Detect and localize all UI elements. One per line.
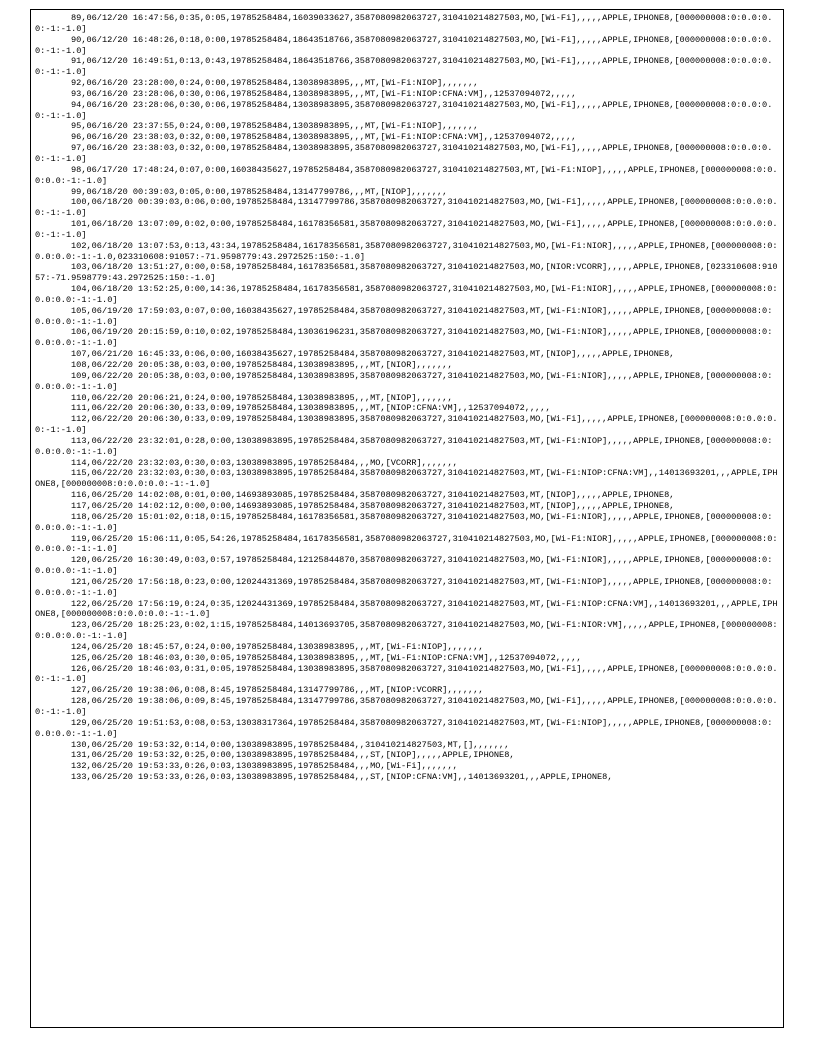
- call-record: 110,06/22/20 20:06:21,0:24,0:00,19785258484,13038983895,,,MT,[NIOP],,,,,,,: [71, 392, 453, 403]
- call-record: 131,06/25/20 19:53:32,0:25,0:00,13038983895,19785258484,,,ST,[NIOP],,,,,APPLE,IPHONE8,: [71, 750, 515, 761]
- call-record: 123,06/25/20 18:25:23,0:02,1:15,19785258484,14013693705,3587080982063727,310410214827503,MO,[Wi-Fi:NIOR:VM],,,,,APPLE,IPHONE8,[000000008:0:0.0:0.0:-1:-1.0]: [35, 620, 778, 642]
- call-record: 121,06/25/20 17:56:18,0:23,0:00,12024431369,19785258484,3587080982063727,310410214827503,MT,[Wi-Fi:NIOP],,,,,APPLE,IPHONE8,[000000008:0:0.0:0.0:-1:-1.0]: [35, 576, 773, 598]
- call-record: 90,06/12/20 16:48:26,0:18,0:00,19785258484,18643518766,3587080982063727,310410214827503,MO,[Wi-Fi],,,,,APPLE,IPHONE8,[000000008:0:0.0:0.0:-1:-1.0]: [35, 34, 773, 56]
- call-record: 119,06/25/20 15:06:11,0:05,54:26,19785258484,16178356581,3587080982063727,310410214827503,MO,[Wi-Fi:NIOR],,,,,APPLE,IPHONE8,[000000008:0:0.0:0.0:-1:-1.0]: [35, 533, 778, 555]
- call-record: 92,06/16/20 23:28:00,0:24,0:00,19785258484,13038983895,,,MT,[Wi-Fi:NIOP],,,,,,,: [71, 78, 479, 89]
- call-record: 98,06/17/20 17:48:24,0:07,0:00,16038435627,19785258484,3587080982063727,310410214827503,MT,[Wi-Fi:NIOP],,,,,APPLE,IPHONE8,[000000008:0:0.0:0.0:-1:-1.0]: [35, 164, 778, 186]
- call-record: 111,06/22/20 20:06:30,0:33,0:09,19785258484,13038983895,,,MT,[NIOP:CFNA:VM],,12537094072,,,,,: [71, 403, 551, 414]
- call-record: 96,06/16/20 23:38:03,0:32,0:00,19785258484,13038983895,,,MT,[Wi-Fi:NIOP:CFNA:VM],,12537094072,,,,,: [71, 132, 577, 143]
- call-record: 103,06/18/20 13:51:27,0:00,0:58,19785258484,16178356581,3587080982063727,310410214827503,MO,[NIOR:VCORR],,,,,APPLE,IPHONE8,[023310608:91057:-71.9598779:43.2972525:150:-1.0]: [35, 262, 778, 284]
- call-record: 113,06/22/20 23:32:01,0:28,0:00,13038983895,19785258484,3587080982063727,310410214827503,MT,[Wi-Fi:NIOP],,,,,APPLE,IPHONE8,[000000008:0:0.0:0.0:-1:-1.0]: [35, 435, 773, 457]
- call-record: 105,06/19/20 17:59:03,0:07,0:00,16038435627,19785258484,3587080982063727,310410214827503,MT,[Wi-Fi:NIOR],,,,,APPLE,IPHONE8,[000000008:0:0.0:0.0:-1:-1.0]: [35, 305, 773, 327]
- call-record: 102,06/18/20 13:07:53,0:13,43:34,19785258484,16178356581,3587080982063727,310410214827503,MO,[Wi-Fi:NIOR],,,,,APPLE,IPHONE8,[000000008:0:0.0:0.0:-1:-1.0,023310608:91057:-71.9598779:43.2972525:150:-1.0]: [35, 240, 778, 262]
- call-record: 107,06/21/20 16:45:33,0:06,0:00,16038435627,19785258484,3587080982063727,310410214827503,MT,[NIOP],,,,,APPLE,IPHONE8,: [71, 349, 675, 360]
- call-record: 95,06/16/20 23:37:55,0:24,0:00,19785258484,13038983895,,,MT,[Wi-Fi:NIOP],,,,,,,: [71, 121, 479, 132]
- call-record: 129,06/25/20 19:51:53,0:08,0:53,13038317364,19785258484,3587080982063727,310410214827503,MT,[Wi-Fi:NIOP],,,,,APPLE,IPHONE8,[000000008:0:0.0:0.0:-1:-1.0]: [35, 717, 773, 739]
- call-record: 125,06/25/20 18:46:03,0:30,0:05,19785258484,13038983895,,,MT,[Wi-Fi:NIOP:CFNA:VM],,12537094072,,,,,: [71, 652, 582, 663]
- call-record: 104,06/18/20 13:52:25,0:00,14:36,19785258484,16178356581,3587080982063727,310410214827503,MO,[Wi-Fi:NIOR],,,,,APPLE,IPHONE8,[000000008:0:0.0:0.0:-1:-1.0]: [35, 284, 778, 305]
- call-record: 89,06/12/20 16:47:56,0:35,0:05,19785258484,16039033627,3587080982063727,310410214827503,MO,[Wi-Fi],,,,,APPLE,IPHONE8,[000000008:0:0.0:0.0:-1:-1.0]: [35, 13, 773, 34]
- call-detail-record-log: [35, 13, 780, 783]
- call-record: 115,06/22/20 23:32:03,0:30,0:03,13038983895,19785258484,3587080982063727,310410214827503,MT,[Wi-Fi:NIOP:CFNA:VM],,14013693201,,,APPLE,IPHONE8,[000000008:0:0.0:0.0:-1:-1.0]: [35, 468, 778, 490]
- call-record: 130,06/25/20 19:53:32,0:14,0:00,13038983895,19785258484,,310410214827503,MT,[],,,,,,,: [71, 739, 510, 750]
- call-record: 101,06/18/20 13:07:09,0:02,0:00,19785258484,16178356581,3587080982063727,310410214827503,MO,[Wi-Fi],,,,,APPLE,IPHONE8,[000000008:0:0.0:0.0:-1:-1.0]: [35, 219, 778, 240]
- call-record: 99,06/18/20 00:39:03,0:05,0:00,19785258484,13147799786,,,MT,[NIOP],,,,,,,: [71, 186, 448, 197]
- call-record: 106,06/19/20 20:15:59,0:10,0:02,19785258484,13036196231,3587080982063727,310410214827503,MO,[Wi-Fi:NIOR],,,,,APPLE,IPHONE8,[000000008:0:0.0:0.0:-1:-1.0]: [35, 327, 773, 349]
- call-record: 122,06/25/20 17:56:19,0:24,0:35,12024431369,19785258484,3587080982063727,310410214827503,MT,[Wi-Fi:NIOP:CFNA:VM],,14013693201,,,APPLE,IPHONE8,[000000008:0:0.0:0.0:-1:-1.0]: [35, 598, 778, 620]
- call-record: 94,06/16/20 23:28:06,0:30,0:06,19785258484,13038983895,3587080982063727,310410214827503,MO,[Wi-Fi],,,,,APPLE,IPHONE8,[000000008:0:0.0:0.0:-1:-1.0]: [35, 99, 773, 121]
- document-page: [30, 9, 784, 1028]
- call-record: 132,06/25/20 19:53:33,0:26,0:03,13038983895,19785258484,,,MO,[Wi-Fi],,,,,,,: [71, 761, 458, 772]
- call-record: 108,06/22/20 20:05:38,0:03,0:00,19785258484,13038983895,,,MT,[NIOR],,,,,,,: [71, 360, 453, 370]
- call-record: 128,06/25/20 19:38:06,0:09,8:45,19785258484,13147799786,3587080982063727,310410214827503,MO,[Wi-Fi],,,,,APPLE,IPHONE8,[000000008:0:0.0:0.0:-1:-1.0]: [35, 696, 778, 717]
- call-record: 117,06/25/20 14:02:12,0:00,0:00,14693893085,19785258484,3587080982063727,310410214827503,MT,[NIOP],,,,,APPLE,IPHONE8,: [71, 500, 675, 511]
- call-record: 116,06/25/20 14:02:08,0:01,0:00,14693893085,19785258484,3587080982063727,310410214827503,MT,[NIOP],,,,,APPLE,IPHONE8,: [71, 490, 675, 501]
- call-record: 133,06/25/20 19:53:33,0:26,0:03,13038983895,19785258484,,,ST,[NIOP:CFNA:VM],,14013693201,,,APPLE,IPHONE8,: [71, 772, 613, 783]
- call-record: 109,06/22/20 20:05:38,0:03,0:00,19785258484,13038983895,3587080982063727,310410214827503,MO,[Wi-Fi:NIOR],,,,,APPLE,IPHONE8,[000000008:0:0.0:0.0:-1:-1.0]: [35, 370, 773, 392]
- call-record: 127,06/25/20 19:38:06,0:08,8:45,19785258484,13147799786,,,MT,[NIOP:VCORR],,,,,,,: [71, 685, 484, 696]
- call-record: 97,06/16/20 23:38:03,0:32,0:00,19785258484,13038983895,3587080982063727,310410214827503,MO,[Wi-Fi],,,,,APPLE,IPHONE8,[000000008:0:0.0:0.0:-1:-1.0]: [35, 143, 773, 164]
- call-record: 93,06/16/20 23:28:06,0:30,0:06,19785258484,13038983895,,,MT,[Wi-Fi:NIOP:CFNA:VM],,12537094072,,,,,: [71, 88, 577, 99]
- call-record: 126,06/25/20 18:46:03,0:31,0:05,19785258484,13038983895,3587080982063727,310410214827503,MO,[Wi-Fi],,,,,APPLE,IPHONE8,[000000008:0:0.0:0.0:-1:-1.0]: [35, 663, 778, 685]
- call-record: 114,06/22/20 23:32:03,0:30,0:03,13038983895,19785258484,,,MO,[VCORR],,,,,,,: [71, 457, 458, 468]
- call-record: 120,06/25/20 16:30:49,0:03,0:57,19785258484,12125844870,3587080982063727,310410214827503,MO,[Wi-Fi:NIOR],,,,,APPLE,IPHONE8,[000000008:0:0.0:0.0:-1:-1.0]: [35, 555, 773, 577]
- call-record: 100,06/18/20 00:39:03,0:06,0:00,19785258484,13147799786,3587080982063727,310410214827503,MO,[Wi-Fi],,,,,APPLE,IPHONE8,[000000008:0:0.0:0.0:-1:-1.0]: [35, 197, 778, 219]
- call-record: 124,06/25/20 18:45:57,0:24,0:00,19785258484,13038983895,,,MT,[Wi-Fi:NIOP],,,,,,,: [71, 641, 484, 652]
- call-record: 118,06/25/20 15:01:02,0:18,0:15,19785258484,16178356581,3587080982063727,310410214827503,MO,[Wi-Fi:NIOR],,,,,APPLE,IPHONE8,[000000008:0:0.0:0.0:-1:-1.0]: [35, 511, 773, 533]
- call-record: 112,06/22/20 20:06:30,0:33,0:09,19785258484,13038983895,3587080982063727,310410214827503,MO,[Wi-Fi],,,,,APPLE,IPHONE8,[000000008:0:0.0:0.0:-1:-1.0]: [35, 414, 778, 436]
- call-record: 91,06/12/20 16:49:51,0:13,0:43,19785258484,18643518766,3587080982063727,310410214827503,MO,[Wi-Fi],,,,,APPLE,IPHONE8,[000000008:0:0.0:0.0:-1:-1.0]: [35, 56, 773, 78]
